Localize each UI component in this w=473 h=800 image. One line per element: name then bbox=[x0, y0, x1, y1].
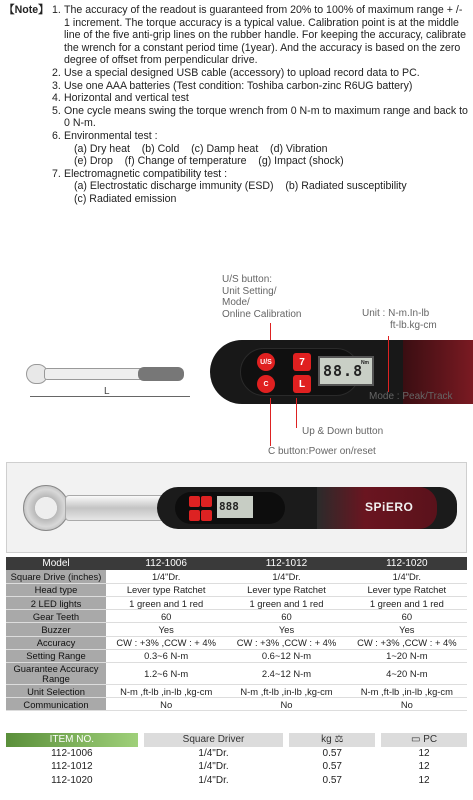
cell: 1/4"Dr. bbox=[226, 570, 346, 583]
note-item-5 bbox=[52, 105, 470, 130]
wrench-handle bbox=[138, 367, 184, 381]
cell: CW : +3% ,CCW : + 4% bbox=[347, 636, 467, 649]
note-list bbox=[52, 4, 470, 206]
product-photo bbox=[6, 462, 467, 553]
header-112-1006: 112-1006 bbox=[106, 557, 226, 570]
table-row bbox=[6, 685, 467, 698]
lcd-display bbox=[318, 356, 374, 386]
cell: 112-1020 bbox=[51, 774, 93, 786]
cell: 112-1012 bbox=[51, 761, 93, 773]
cell: 1 green and 1 red bbox=[226, 597, 346, 610]
row-label: Guarantee Accuracy Range bbox=[6, 663, 106, 685]
cell: No bbox=[226, 698, 346, 711]
cell: 12 bbox=[418, 774, 430, 786]
item-table bbox=[6, 733, 467, 787]
item-header-row bbox=[6, 733, 467, 747]
note-text: Environmental test : bbox=[64, 129, 158, 142]
note-item-3 bbox=[52, 80, 470, 93]
cell: Lever type Ratchet bbox=[106, 583, 226, 596]
down-button-icon bbox=[201, 510, 212, 521]
lcd-unit: Nm bbox=[360, 360, 369, 366]
lcd-display: 888 bbox=[217, 496, 253, 518]
cell: 0.57 bbox=[322, 747, 342, 759]
cell: No bbox=[106, 698, 226, 711]
note-tag: 【Note】 bbox=[4, 4, 49, 16]
cell: N-m ,ft-lb ,in-lb ,kg-cm bbox=[226, 685, 346, 698]
updown-callout: Up & Down button bbox=[302, 426, 384, 437]
row-label: 2 LED lights bbox=[6, 597, 106, 610]
mode-callout-arrow bbox=[388, 336, 389, 392]
cell: 1/4"Dr. bbox=[198, 747, 229, 759]
header-item-no: ITEM NO. bbox=[6, 733, 138, 747]
us-button-icon bbox=[189, 496, 200, 507]
updown-callout-arrow bbox=[296, 398, 297, 428]
box-icon: ▭ bbox=[410, 734, 421, 746]
scale-icon: ⚖ bbox=[334, 734, 344, 746]
note-number: 4. bbox=[52, 92, 61, 105]
note-item-7 bbox=[52, 168, 470, 206]
callout-line: Mode/ bbox=[222, 297, 250, 308]
up-button-icon bbox=[201, 496, 212, 507]
header-pc bbox=[381, 733, 467, 747]
header-pc-label: PC bbox=[423, 734, 438, 746]
down-button[interactable]: L bbox=[293, 375, 311, 393]
lcd-value: 88.8 bbox=[323, 362, 364, 380]
callout-line: Online Calibration bbox=[222, 308, 302, 320]
cell: CW : +3% ,CCW : + 4% bbox=[226, 636, 346, 649]
wrench-outline-illustration bbox=[26, 362, 186, 386]
length-dimension-label: L bbox=[104, 386, 110, 397]
callout-line: Unit Setting/ bbox=[222, 285, 277, 297]
length-dimension-line bbox=[30, 396, 190, 397]
up-button[interactable]: 7 bbox=[293, 353, 311, 371]
header-weight-label: kg bbox=[321, 734, 332, 746]
cell: 60 bbox=[226, 610, 346, 623]
table-row bbox=[6, 698, 467, 711]
header-112-1020: 112-1020 bbox=[347, 557, 467, 570]
note-text: Use a special designed USB cable (accessory) to upload record data to PC. bbox=[64, 66, 420, 79]
note-text: Horizontal and vertical test bbox=[64, 92, 189, 105]
header-square-driver: Square Driver bbox=[144, 733, 284, 747]
cell: 112-1006 bbox=[51, 747, 93, 759]
table-row bbox=[6, 583, 467, 596]
cell: Yes bbox=[226, 623, 346, 636]
callout-line: U/S button: bbox=[222, 274, 273, 285]
cell: 4~20 N-m bbox=[347, 663, 467, 685]
cell: CW : +3% ,CCW : + 4% bbox=[106, 636, 226, 649]
table-row bbox=[6, 774, 467, 788]
note-text: One cycle means swing the torque wrench from 0 N-m to maximum range and back to 0 N-m. bbox=[64, 104, 468, 130]
cell: 1/4"Dr. bbox=[198, 761, 229, 773]
cell: 12 bbox=[418, 747, 430, 759]
header-weight bbox=[289, 733, 375, 747]
note-text: Use one AAA batteries (Test condition: Toshiba carbon-zinc R6UG battery) bbox=[64, 79, 413, 92]
ratchet-head-icon bbox=[23, 485, 69, 531]
spec-header-row bbox=[6, 557, 467, 570]
cell: 60 bbox=[347, 610, 467, 623]
note-number: 1. bbox=[52, 4, 61, 16]
note-text: The accuracy of the readout is guaranteed from 20% to 100% of maximum range + /- 1 increment. The torque accuracy is a typical value. Calibration point is at the middle line of the five anti-grip lines on the rubber handle. For keeping the accuracy, calibrate the wrench for a constant period time (1year). And the accuracy is based on the zero degree of offset from perpendicular drive. bbox=[64, 4, 467, 67]
emc-test-line-2: (c) Radiated emission bbox=[74, 192, 177, 205]
table-row bbox=[6, 636, 467, 649]
table-row bbox=[6, 597, 467, 610]
spec-table bbox=[6, 557, 467, 711]
cell: 12 bbox=[418, 761, 430, 773]
wrench-shaft bbox=[44, 368, 144, 380]
cell: Yes bbox=[106, 623, 226, 636]
env-test-line-1: (a) Dry heat (b) Cold (c) Damp heat (d) Vibration bbox=[74, 142, 328, 155]
wrench-shaft bbox=[65, 495, 165, 521]
c-button[interactable]: C bbox=[257, 375, 275, 393]
header-model: Model bbox=[6, 557, 106, 570]
cell: N-m ,ft-lb ,in-lb ,kg-cm bbox=[347, 685, 467, 698]
cell: 1~20 N-m bbox=[347, 649, 467, 662]
row-label: Accuracy bbox=[6, 636, 106, 649]
note-text: Electromagnetic compatibility test : bbox=[64, 167, 228, 180]
us-button[interactable]: U/S bbox=[257, 353, 275, 371]
control-panel bbox=[175, 492, 285, 524]
cell: 1.2~6 N-m bbox=[106, 663, 226, 685]
table-row bbox=[6, 623, 467, 636]
table-row bbox=[6, 610, 467, 623]
note-number: 6. bbox=[52, 129, 61, 142]
cell: Yes bbox=[347, 623, 467, 636]
cell: 1 green and 1 red bbox=[106, 597, 226, 610]
row-label: Square Drive (inches) bbox=[6, 570, 106, 583]
cell: 1 green and 1 red bbox=[347, 597, 467, 610]
callout-line: Unit : N-m.In-lb bbox=[362, 308, 430, 319]
cell: 0.3~6 N-m bbox=[106, 649, 226, 662]
row-label: Unit Selection bbox=[6, 685, 106, 698]
table-row bbox=[6, 747, 467, 761]
callout-line: ft-lb.kg-cm bbox=[390, 319, 437, 331]
wrench-grip bbox=[157, 487, 457, 529]
note-number: 5. bbox=[52, 104, 61, 117]
c-button-callout: C button:Power on/reset bbox=[268, 446, 376, 457]
row-label: Communication bbox=[6, 698, 106, 711]
brand-logo: SPiERO bbox=[365, 500, 414, 514]
cell: N-m ,ft-lb ,in-lb ,kg-cm bbox=[106, 685, 226, 698]
header-112-1012: 112-1012 bbox=[226, 557, 346, 570]
table-row bbox=[6, 570, 467, 583]
mode-callout: Mode : Peak/Track bbox=[369, 391, 453, 402]
cell: 1/4"Dr. bbox=[106, 570, 226, 583]
row-label: Buzzer bbox=[6, 623, 106, 636]
wrench-diagram bbox=[0, 268, 473, 458]
c-callout-arrow bbox=[270, 398, 271, 446]
cell: 1/4"Dr. bbox=[198, 774, 229, 786]
cell: Lever type Ratchet bbox=[226, 583, 346, 596]
note-number: 2. bbox=[52, 66, 61, 79]
cell: No bbox=[347, 698, 467, 711]
us-button-callout bbox=[222, 274, 302, 320]
note-item-1 bbox=[52, 4, 470, 67]
emc-test-line-1: (a) Electrostatic discharge immunity (ESD) (b) Radiated susceptibility bbox=[74, 180, 407, 193]
cell: 60 bbox=[106, 610, 226, 623]
cell: Lever type Ratchet bbox=[347, 583, 467, 596]
table-row bbox=[6, 649, 467, 662]
cell: 1/4"Dr. bbox=[347, 570, 467, 583]
note-number: 7. bbox=[52, 167, 61, 180]
row-label: Setting Range bbox=[6, 649, 106, 662]
note-item-2 bbox=[52, 67, 470, 80]
note-number: 3. bbox=[52, 79, 61, 92]
cell: 0.57 bbox=[322, 761, 342, 773]
note-item-4 bbox=[52, 92, 470, 105]
table-row bbox=[6, 760, 467, 774]
cell: 2.4~12 N-m bbox=[226, 663, 346, 685]
unit-callout bbox=[362, 308, 437, 331]
row-label: Head type bbox=[6, 583, 106, 596]
c-button-icon bbox=[189, 510, 200, 521]
note-item-6 bbox=[52, 130, 470, 168]
cell: 0.57 bbox=[322, 774, 342, 786]
env-test-line-2: (e) Drop (f) Change of temperature (g) Impact (shock) bbox=[74, 155, 344, 168]
table-row bbox=[6, 663, 467, 685]
row-label: Gear Teeth bbox=[6, 610, 106, 623]
cell: 0.6~12 N-m bbox=[226, 649, 346, 662]
